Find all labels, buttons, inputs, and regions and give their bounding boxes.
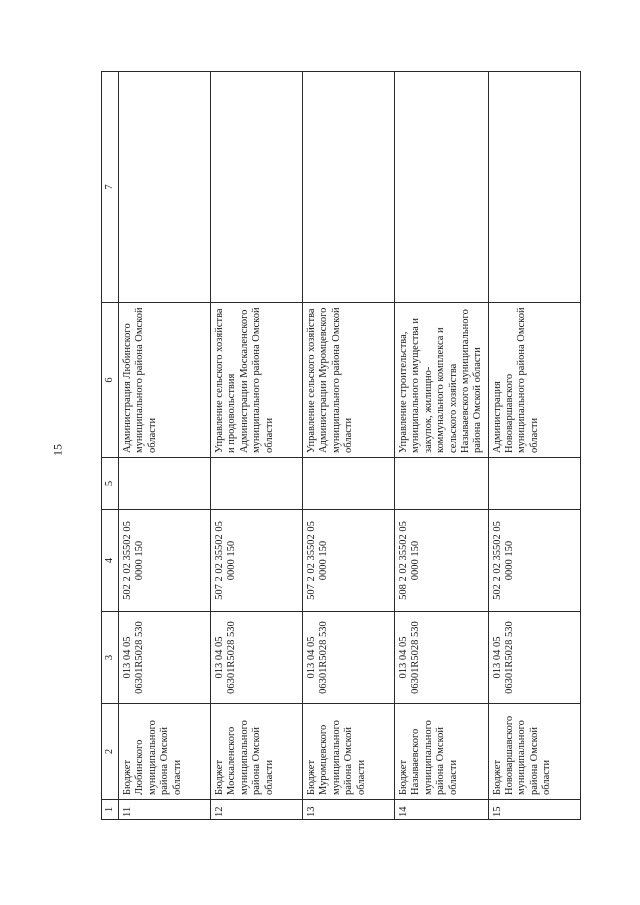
revenue-code: 502 2 02 35502 05 0000 150 bbox=[119, 510, 211, 612]
budget-classification-code: 013 04 05 06301R5028 530 bbox=[395, 612, 489, 704]
row-number: 14 bbox=[395, 800, 489, 820]
header-col-2: 2 bbox=[102, 704, 119, 800]
table-row bbox=[488, 72, 580, 820]
administrator: Управление строительства, муниципального имущества и закупок, жилищно-коммунального комплекса и сельского хозяйства Называевского муниципального района Омской области bbox=[395, 303, 489, 458]
administrator: Администрация Любинского муниципального района Омской области bbox=[119, 303, 211, 458]
header-col-4: 4 bbox=[102, 510, 119, 612]
budget-classification-code: 013 04 05 06301R5028 530 bbox=[488, 612, 580, 704]
budget-recipient: Бюджет Нововаршавского муниципального района Омской области bbox=[488, 704, 580, 800]
row-number: 15 bbox=[488, 800, 580, 820]
col7-cell bbox=[303, 72, 395, 303]
col5-cell bbox=[119, 458, 211, 510]
header-col-7: 7 bbox=[102, 72, 119, 303]
revenue-code: 507 2 02 35502 05 0000 150 bbox=[211, 510, 303, 612]
budget-classification-code: 013 04 05 06301R5028 530 bbox=[303, 612, 395, 704]
administrator: Управление сельского хозяйства Администрации Муромцевского муниципального района Омской области bbox=[303, 303, 395, 458]
allocation-table-wrapper bbox=[101, 72, 579, 820]
budget-recipient: Бюджет Любинского муниципального района Омской области bbox=[119, 704, 211, 800]
col7-cell bbox=[488, 72, 580, 303]
table-row bbox=[303, 72, 395, 820]
revenue-code: 502 2 02 35502 05 0000 150 bbox=[488, 510, 580, 612]
col7-cell bbox=[395, 72, 489, 303]
table-header-row bbox=[102, 72, 119, 820]
col7-cell bbox=[211, 72, 303, 303]
budget-recipient: Бюджет Москаленского муниципального района Омской области bbox=[211, 704, 303, 800]
table-row bbox=[119, 72, 211, 820]
budget-classification-code: 013 04 05 06301R5028 530 bbox=[119, 612, 211, 704]
table-row bbox=[211, 72, 303, 820]
col5-cell bbox=[303, 458, 395, 510]
revenue-code: 507 2 02 35502 05 0000 150 bbox=[303, 510, 395, 612]
administrator: Управление сельского хозяйства и продовольствия Администрации Москаленского муниципального района Омской области bbox=[211, 303, 303, 458]
header-col-1: 1 bbox=[102, 800, 119, 820]
col5-cell bbox=[211, 458, 303, 510]
table-row bbox=[395, 72, 489, 820]
revenue-code: 508 2 02 35502 05 0000 150 bbox=[395, 510, 489, 612]
header-col-3: 3 bbox=[102, 612, 119, 704]
col5-cell bbox=[395, 458, 489, 510]
col5-cell bbox=[488, 458, 580, 510]
budget-classification-code: 013 04 05 06301R5028 530 bbox=[211, 612, 303, 704]
page-number: 15 bbox=[50, 444, 65, 456]
header-col-6: 6 bbox=[102, 303, 119, 458]
budget-recipient: Бюджет Называевского муниципального района Омской области bbox=[395, 704, 489, 800]
allocation-table bbox=[101, 71, 581, 820]
budget-recipient: Бюджет Муромцевского муниципального района Омской области bbox=[303, 704, 395, 800]
administrator: Администрация Нововаршавского муниципального района Омской области bbox=[488, 303, 580, 458]
row-number: 11 bbox=[119, 800, 211, 820]
header-col-5: 5 bbox=[102, 458, 119, 510]
row-number: 13 bbox=[303, 800, 395, 820]
row-number: 12 bbox=[211, 800, 303, 820]
col7-cell bbox=[119, 72, 211, 303]
